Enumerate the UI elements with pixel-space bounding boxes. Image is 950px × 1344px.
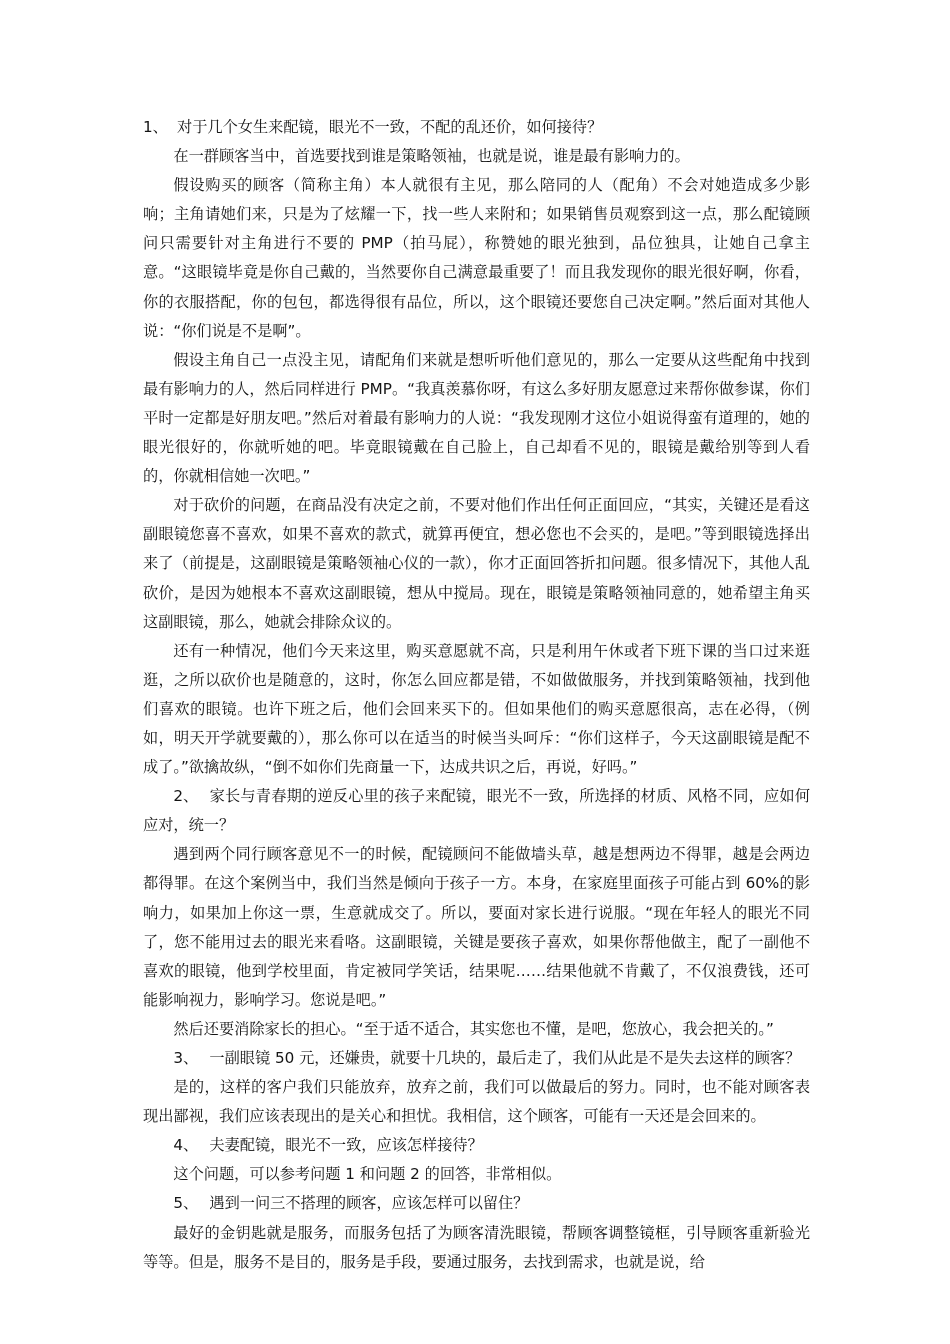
question-4 (143, 1131, 810, 1160)
question-3 (143, 1044, 810, 1073)
paragraph: 然后还要消除家长的担心。“至于适不适合，其实您也不懂，是吧，您放心，我会把关的。” (173, 1019, 774, 1038)
paragraph: 是的，这样的客户我们只能放弃，放弃之前，我们可以做最后的努力。同时，也不能对顾客表现出鄙视，我们应该表现出的是关心和担忧。我相信，这个顾客，可能有一天还是会回来的。 (143, 1078, 810, 1126)
question-text: 一副眼镜 50 元，还嫌贵，就要十几块的，最后走了，我们从此是不是失去这样的顾客？ (209, 1049, 801, 1067)
paragraph: 最好的金钥匙就是服务，而服务包括了为顾客清洗眼镜，帮顾客调整镜框，引导顾客重新验光等等。但是，服务不是目的，服务是手段，要通过服务，去找到需求，也就是说，给 (143, 1223, 810, 1271)
question-number: 4、 (173, 1136, 199, 1155)
document-body (143, 113, 810, 1277)
paragraph: 在一群顾客当中，首选要找到谁是策略领袖，也就是说，谁是最有影响力的。 (173, 147, 690, 166)
question-number: 2、 (173, 787, 199, 806)
question-2 (143, 782, 810, 840)
paragraph: 对于砍价的问题，在商品没有决定之前，不要对他们作出任何正面回应，“其实，关键还是看这副眼镜您喜不喜欢，如果不喜欢的款式，就算再便宜，想必您也不会买的，是吧。”等到眼镜选择出来了（前提是，这副眼镜是策略领袖心仪的一款），你才正面回答折扣问题。很多情况下，其他人乱砍价，是因为她根本不喜欢这副眼镜，想从中搅局。现在，眼镜是策略领袖同意的，她希望主角买这副眼镜，那么，她就会排除众议的。 (143, 496, 810, 631)
question-text: 夫妻配镜，眼光不一致，应该怎样接待？ (209, 1136, 483, 1155)
question-number: 3、 (173, 1049, 199, 1067)
paragraph: 这个问题，可以参考问题 1 和问题 2 的回答，非常相似。 (173, 1165, 562, 1184)
question-text: 家长与青春期的逆反心里的孩子来配镜，眼光不一致，所选择的材质、风格不同，应如何应对，统一？ (143, 787, 810, 835)
question-5 (143, 1189, 810, 1218)
paragraph: 假设主角自己一点没主见，请配角们来就是想听听他们意见的，那么一定要从这些配角中找到最有影响力的人，然后同样进行 PMP。“我真羡慕你呀，有这么多好朋友愿意过来帮你做参谋，你们平时一定都是好朋友吧。”然后对着最有影响力的人说：“我发现刚才这位小姐说得蛮有道理的，她的眼光很好的，你就听她的吧。毕竟眼镜戴在自己脸上，自己却看不见的，眼镜是戴给别等到人看的，你就相信她一次吧。” (143, 350, 810, 486)
question-number: 5、 (173, 1194, 199, 1213)
question-number: 1、 (143, 118, 168, 136)
question-text: 对于几个女生来配镜，眼光不一致，不配的乱还价，如何接待？ (177, 118, 603, 136)
question-text: 遇到一问三不搭理的顾客，应该怎样可以留住？ (209, 1194, 529, 1213)
question-1 (143, 113, 810, 142)
paragraph: 遇到两个同行顾客意见不一的时候，配镜顾问不能做墙头草，越是想两边不得罪，越是会两边都得罪。在这个案例当中，我们当然是倾向于孩子一方。本身，在家庭里面孩子可能占到 60%的影响力，如果加上你这一票，生意就成交了。所以，要面对家长进行说服。“现在年轻人的眼光不同了，您不能用过去的眼光来看咯。这副眼镜，关键是要孩子喜欢，如果你帮他做主，配了一副他不喜欢的眼镜，他到学校里面，肯定被同学笑话，结果呢……结果他就不肯戴了，不仅浪费钱，还可能影响视力，影响学习。您说是吧。” (143, 845, 810, 1009)
paragraph: 还有一种情况，他们今天来这里，购买意愿就不高，只是利用午休或者下班下课的当口过来逛逛，之所以砍价也是随意的，这时，你怎么回应都是错，不如做做服务，并找到策略领袖，找到他们喜欢的眼镜。也许下班之后，他们会回来买下的。但如果他们的购买意愿很高，志在必得，（例如，明天开学就要戴的），那么你可以在适当的时候当头呵斥：“你们这样子，今天这副眼镜是配不成了。”欲擒故纵，“倒不如你们先商量一下，达成共识之后，再说，好吗。” (143, 641, 810, 777)
paragraph: 假设购买的顾客（简称主角）本人就很有主见，那么陪同的人（配角）不会对她造成多少影响；主角请她们来，只是为了炫耀一下，找一些人来附和；如果销售员观察到这一点，那么配镜顾问只需要针对主角进行不要的 PMP（拍马屁），称赞她的眼光独到，品位独具，让她自己拿主意。“这眼镜毕竟是你自己戴的，当然要你自己满意最重要了！而且我发现你的眼光很好啊，你看，你的衣服搭配，你的包包，都选得很有品位，所以，这个眼镜还要您自己决定啊。”然后面对其他人说：“你们说是不是啊”。 (143, 176, 810, 340)
